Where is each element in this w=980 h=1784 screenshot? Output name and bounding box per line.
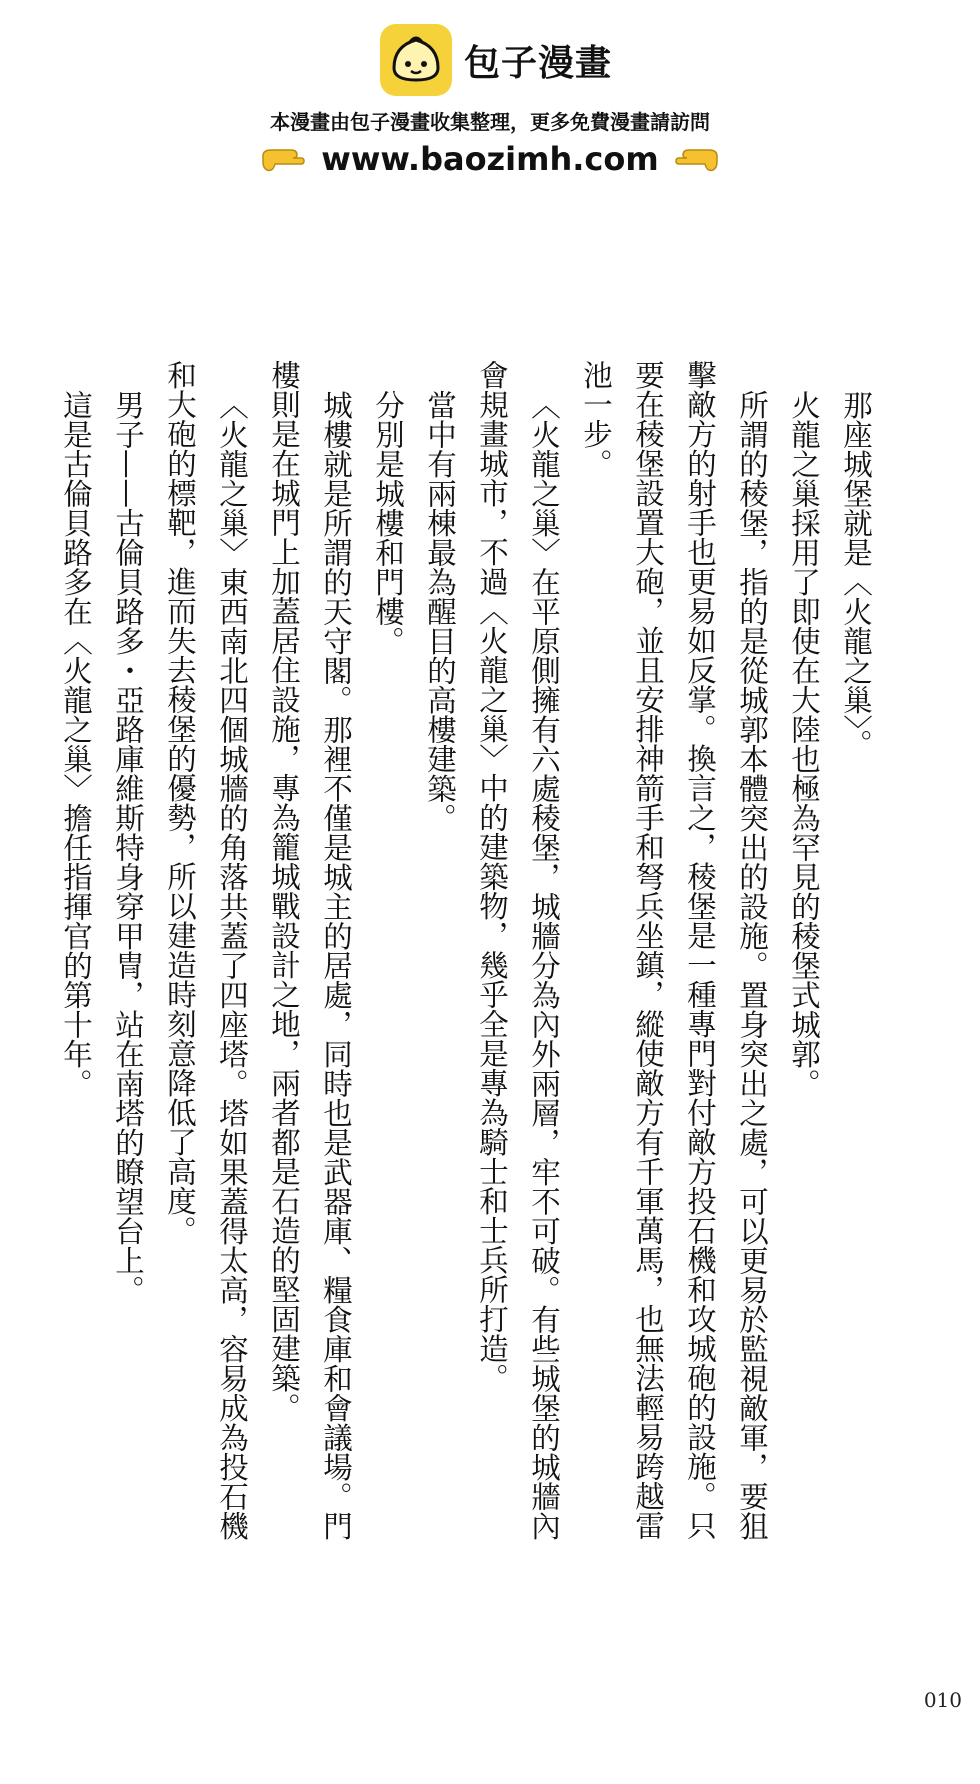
paragraph: 那座城堡就是〈火龍之巢〉。 xyxy=(839,389,873,759)
site-url-link[interactable]: www.baozimh.com xyxy=(321,140,659,178)
paragraph: 分別是城樓和門樓。 xyxy=(371,389,405,655)
paragraph: 這是古倫貝路多在〈火龍之巢〉擔任指揮官的第十年。 xyxy=(59,389,93,1098)
watermark-header xyxy=(0,20,980,180)
paragraph: 所謂的稜堡，指的是從城郭本體突出的設施。置身突出之處，可以更易於監視敵軍，要狙擊敵方的射手也更易如反掌。換言之，稜堡是一種專門對付敵方投石機和攻城砲的設施。只要在稜堡設置大砲，並且安排神箭手和弩兵坐鎮，縱使敵方有千軍萬馬，也無法輕易跨越雷池一步。 xyxy=(579,360,769,1540)
page-number: 010 xyxy=(923,1688,962,1712)
paragraph: 〈火龍之巢〉東西南北四個城牆的角落共蓋了四座塔。塔如果蓋得太高，容易成為投石機和大砲的標靶，進而失去稜堡的優勢，所以建造時刻意降低了高度。 xyxy=(163,360,249,1540)
url-row xyxy=(0,140,980,178)
paragraph: 城樓就是所謂的天守閣。那裡不僅是城主的居處，同時也是武器庫、糧食庫和會議場。門樓則是在城門上加蓋居住設施，專為籠城戰設計之地，兩者都是石造的堅固建築。 xyxy=(267,360,353,1540)
paragraph: 男子——古倫貝路多・亞路庫維斯特身穿甲冑，站在南塔的瞭望台上。 xyxy=(111,389,145,1304)
logo-row xyxy=(380,24,612,96)
paragraph: 火龍之巢採用了即使在大陸也極為罕見的稜堡式城郭。 xyxy=(787,389,821,1098)
paragraph: 當中有兩棟最為醒目的高樓建築。 xyxy=(423,389,457,832)
vertical-text-body xyxy=(50,360,882,1560)
bun-face-icon xyxy=(380,24,452,96)
pointing-hand-icon xyxy=(261,144,305,174)
pointing-hand-icon xyxy=(675,144,719,174)
site-name: 包子漫畫 xyxy=(464,42,613,84)
paragraph: 〈火龍之巢〉在平原側擁有六處稜堡，城牆分為內外兩層，牢不可破。有些城堡的城牆內會規畫城市，不過〈火龍之巢〉中的建築物，幾乎全是專為騎士和士兵所打造。 xyxy=(475,360,561,1540)
watermark-tagline: 本漫畫由包子漫畫收集整理，更多免費漫畫請訪問 xyxy=(270,110,710,134)
